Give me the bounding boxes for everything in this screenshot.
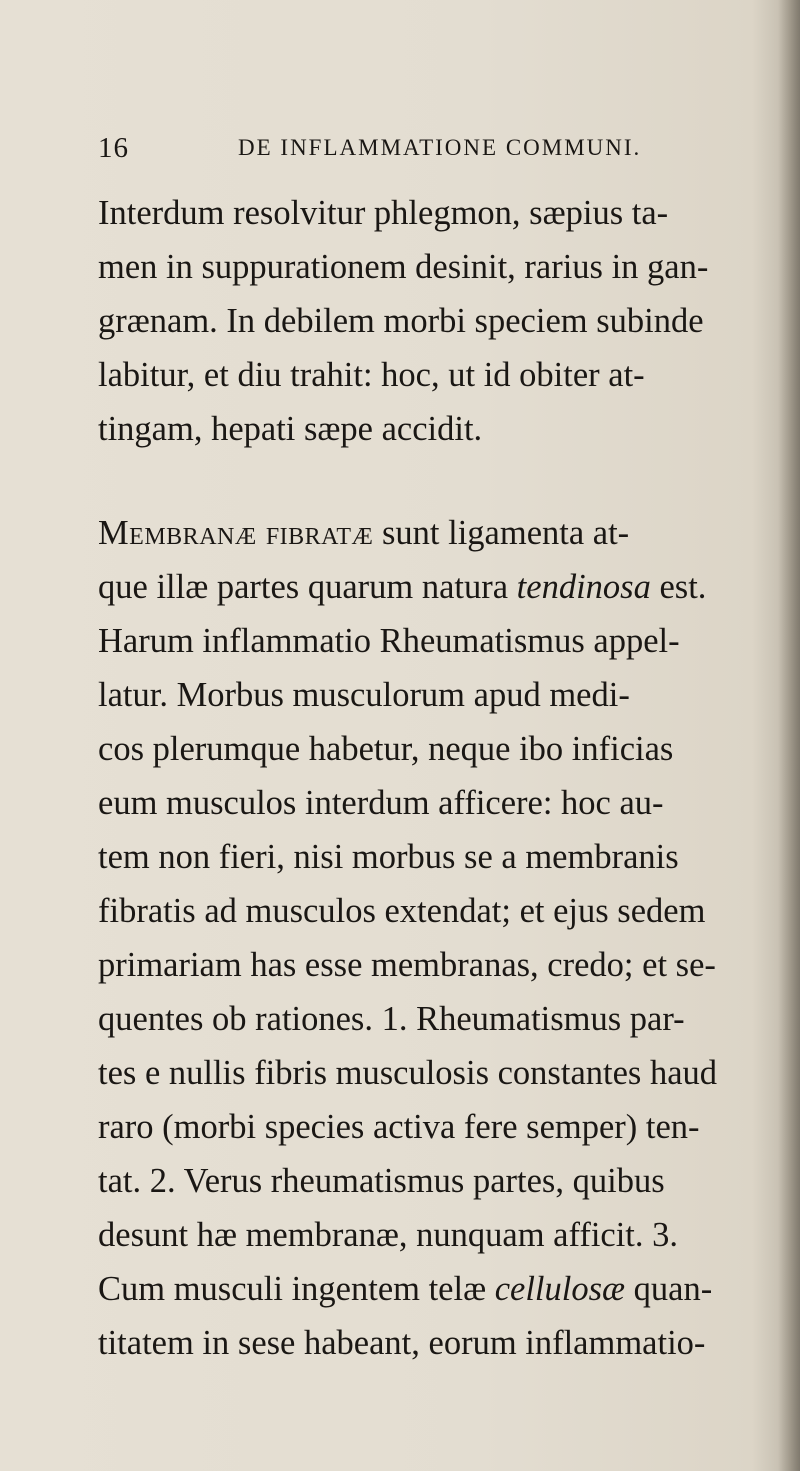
running-head: DE INFLAMMATIONE COMMUNI. bbox=[238, 135, 642, 160]
text-line: Interdum resolvitur phlegmon, sæpius ta- bbox=[98, 194, 669, 232]
text-line: tem non fieri, nisi morbus se a membranis bbox=[98, 838, 679, 876]
page-number: 16 bbox=[98, 132, 129, 164]
text-line bbox=[98, 1262, 724, 1316]
body-text bbox=[98, 186, 724, 1370]
paragraph-2 bbox=[98, 506, 724, 1370]
text-line: men in suppurationem desinit, rarius in gan- bbox=[98, 248, 709, 286]
text-line: cos plerumque habetur, neque ibo inficias bbox=[98, 730, 674, 768]
text-line: tat. 2. Verus rheumatismus partes, quibus bbox=[98, 1162, 665, 1200]
text-run: est. bbox=[650, 568, 707, 606]
smallcaps-term: Membranæ fibratæ bbox=[98, 514, 374, 552]
page-header bbox=[98, 132, 718, 172]
text-line bbox=[98, 560, 724, 614]
page-edge-shadow bbox=[778, 0, 800, 1471]
paragraph-1 bbox=[98, 186, 724, 456]
paragraph-gap bbox=[98, 456, 724, 506]
text-line: labitur, et diu trahit: hoc, ut id obiter at- bbox=[98, 356, 645, 394]
text-line: tes e nullis fibris musculosis constantes haud bbox=[98, 1054, 718, 1092]
text-run: Cum musculi ingentem telæ bbox=[98, 1270, 495, 1308]
text-line: Harum inflammatio Rheumatismus appel- bbox=[98, 622, 680, 660]
italic-term: tendinosa bbox=[516, 568, 651, 606]
text-run: quan- bbox=[625, 1270, 713, 1308]
text-line: titatem in sese habeant, eorum inflammatio- bbox=[98, 1324, 706, 1362]
text-line: tingam, hepati sæpe accidit. bbox=[98, 410, 483, 448]
text-line: desunt hæ membranæ, nunquam afficit. 3. bbox=[98, 1216, 679, 1254]
text-line: fibratis ad musculos extendat; et ejus sedem bbox=[98, 892, 706, 930]
text-line: raro (morbi species activa fere semper) ten- bbox=[98, 1108, 700, 1146]
text-line bbox=[98, 506, 724, 560]
text-line: eum musculos interdum afficere: hoc au- bbox=[98, 784, 664, 822]
text-line: quentes ob rationes. 1. Rheumatismus par- bbox=[98, 1000, 685, 1038]
text-line: latur. Morbus musculorum apud medi- bbox=[98, 676, 630, 714]
text-run: sunt ligamenta at- bbox=[373, 514, 630, 552]
text-line: primariam has esse membranas, credo; et se- bbox=[98, 946, 716, 984]
italic-term: cellulosæ bbox=[494, 1270, 626, 1308]
text-run: que illæ partes quarum natura bbox=[98, 568, 517, 606]
text-line: grænam. In debilem morbi speciem subinde bbox=[98, 302, 704, 340]
